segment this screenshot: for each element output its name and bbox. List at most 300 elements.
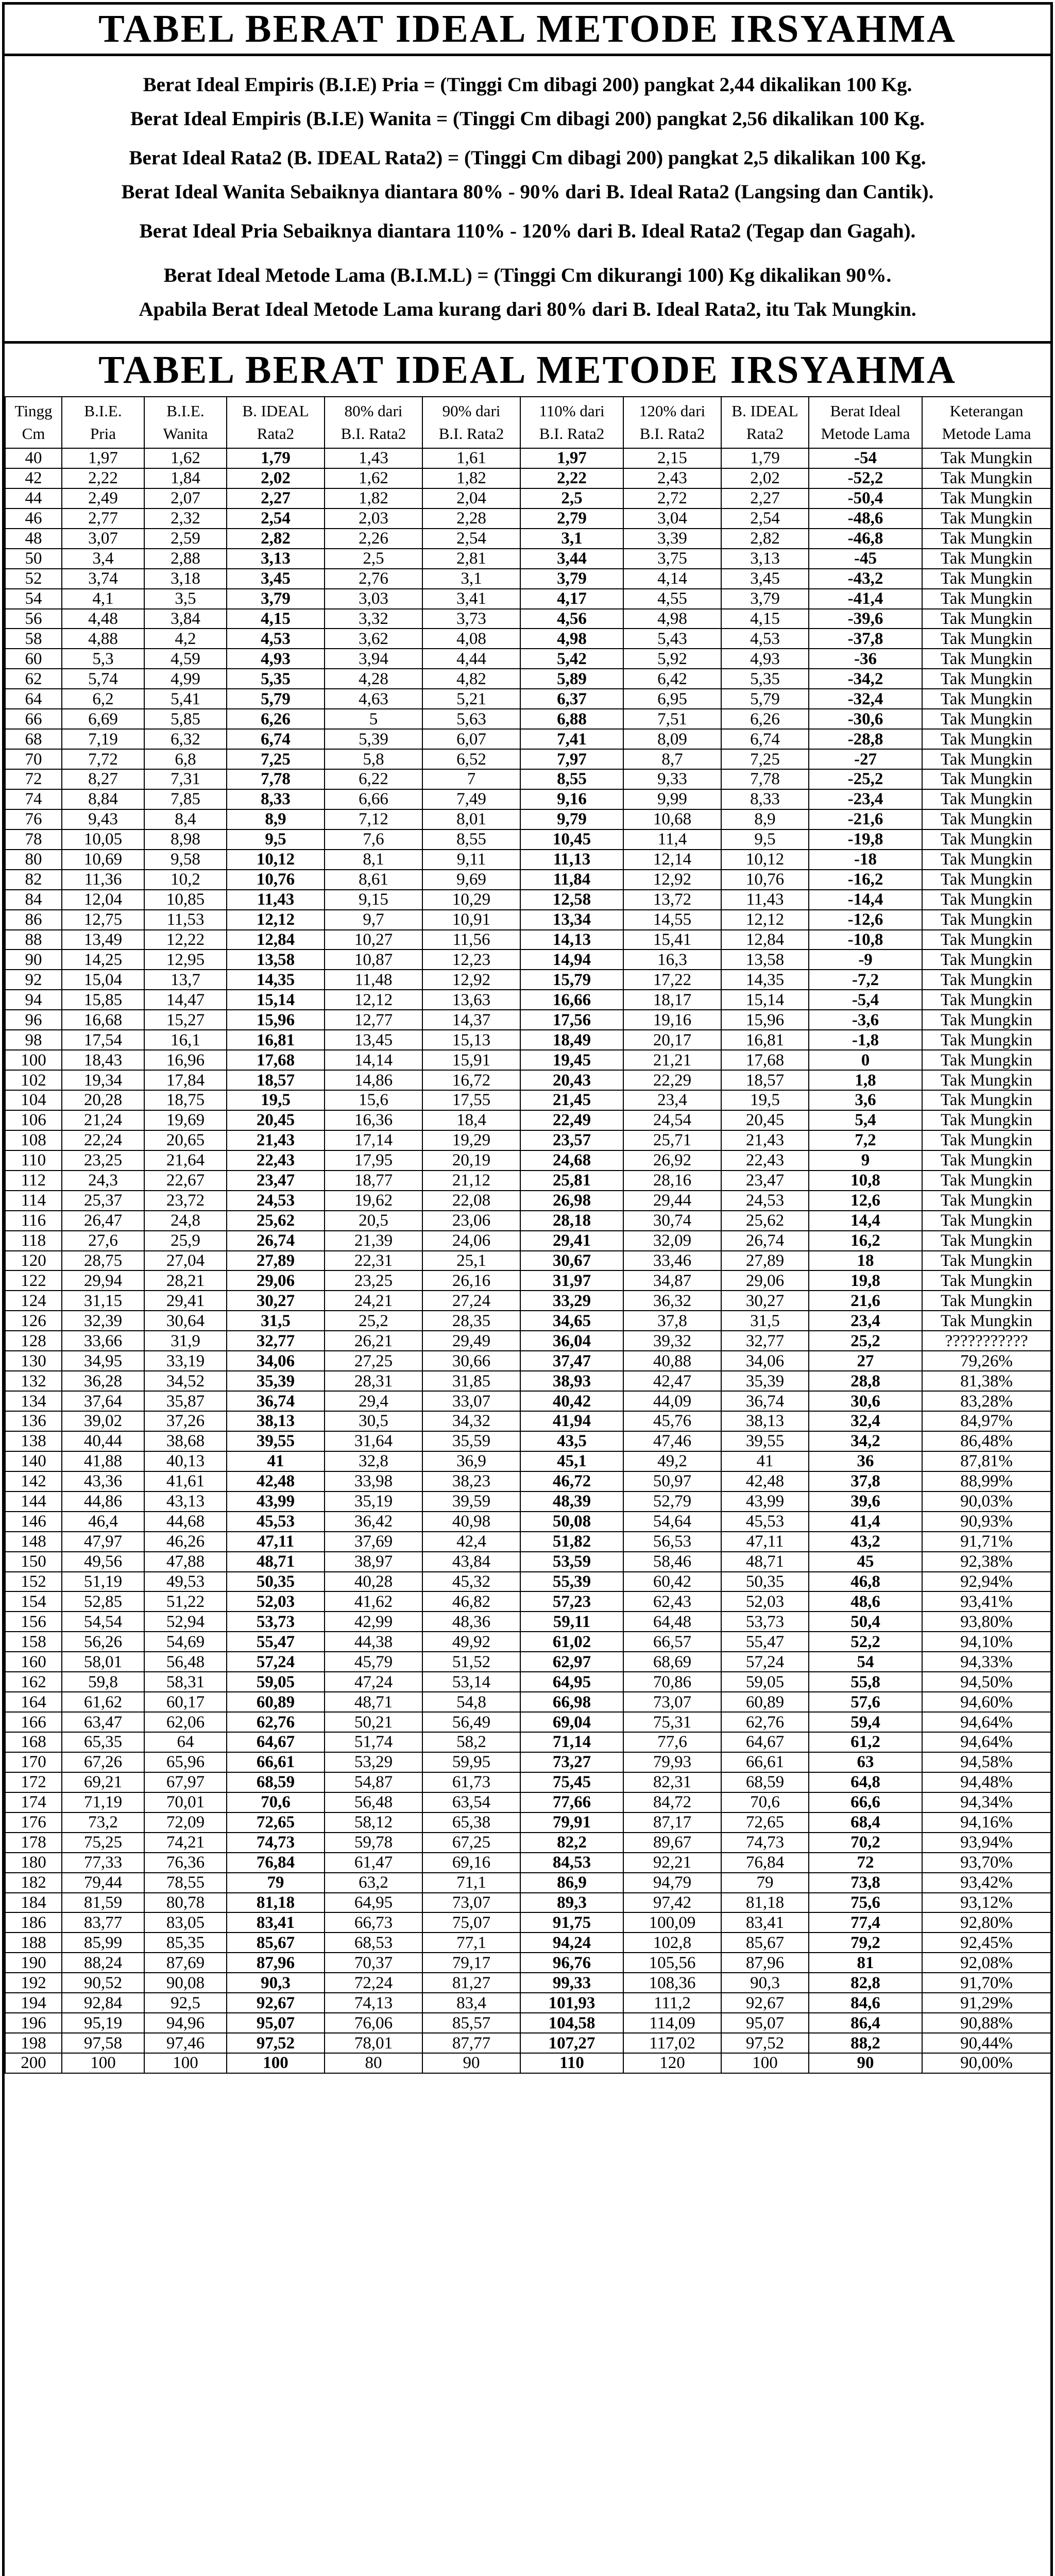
table-cell: 20,19 (422, 1150, 520, 1171)
table-cell: 9,43 (62, 809, 144, 829)
table-row (5, 629, 1051, 649)
table-cell: Tak Mungkin (922, 529, 1051, 549)
table-cell: 43,13 (144, 1492, 227, 1512)
table-cell: 5 (325, 709, 422, 729)
table-cell: 40,88 (623, 1351, 721, 1371)
table-cell: 18,43 (62, 1050, 144, 1070)
table-cell: 84,6 (809, 1993, 922, 2013)
table-cell: 70,2 (809, 1833, 922, 1853)
table-row (5, 488, 1051, 509)
table-cell: -32,4 (809, 689, 922, 709)
formula-tak-mungkin: Apabila Berat Ideal Metode Lama kurang dari 80% dari B. Ideal Rata2, itu Tak Mungkin. (139, 298, 916, 320)
table-cell: 35,59 (422, 1431, 520, 1451)
table-cell: Tak Mungkin (922, 549, 1051, 569)
table-cell: 38,93 (520, 1371, 623, 1391)
formula-block (5, 59, 1050, 344)
table-cell: 58,12 (325, 1812, 422, 1833)
table-cell: 9,7 (325, 910, 422, 930)
table-cell: 8,9 (721, 809, 809, 829)
table-cell: 80 (5, 850, 62, 870)
table-cell: 40,44 (62, 1431, 144, 1451)
column-header-line: B. IDEAL (731, 402, 798, 420)
table-row (5, 1532, 1051, 1552)
table-cell: 6,26 (721, 709, 809, 729)
table-cell: 72,65 (721, 1812, 809, 1833)
table-cell: 17,54 (62, 1030, 144, 1050)
table-row (5, 890, 1051, 910)
table-cell: 5,41 (144, 689, 227, 709)
table-cell: 22,67 (144, 1171, 227, 1191)
table-cell: 48,71 (325, 1692, 422, 1712)
table-cell: 74,73 (227, 1833, 325, 1853)
table-cell: 60,17 (144, 1692, 227, 1712)
table-cell: 21,64 (144, 1150, 227, 1171)
table-cell: 33,07 (422, 1391, 520, 1411)
table-cell: 81,38% (922, 1371, 1051, 1391)
table-cell: 76,84 (721, 1853, 809, 1873)
table-cell: 42,48 (227, 1471, 325, 1492)
table-cell: 44,86 (62, 1492, 144, 1512)
table-row (5, 1973, 1051, 1993)
table-cell: 62 (5, 669, 62, 689)
table-cell: 30,5 (325, 1411, 422, 1431)
table-cell: 9,58 (144, 850, 227, 870)
table-cell: 7,2 (809, 1130, 922, 1150)
table-cell: 89,3 (520, 1893, 623, 1913)
table-cell: 7,19 (62, 729, 144, 749)
table-row (5, 729, 1051, 749)
table-row (5, 1772, 1051, 1792)
table-cell: 87,77 (422, 2033, 520, 2053)
table-cell: 88,99% (922, 1471, 1051, 1492)
table-cell: 1,97 (520, 448, 623, 468)
table-cell: 32,77 (721, 1331, 809, 1351)
table-cell: 16,36 (325, 1110, 422, 1130)
table-cell: 2,04 (422, 488, 520, 509)
table-cell: 186 (5, 1912, 62, 1933)
table-cell: 25,2 (325, 1311, 422, 1331)
table-cell: 31,5 (227, 1311, 325, 1331)
table-row (5, 1912, 1051, 1933)
table-cell: 8,7 (623, 749, 721, 769)
table-cell: 83,28% (922, 1391, 1051, 1411)
table-cell: 58,01 (62, 1652, 144, 1672)
table-cell: 104,58 (520, 2013, 623, 2033)
table-cell: 83,77 (62, 1912, 144, 1933)
table-cell: 5,39 (325, 729, 422, 749)
table-cell: 100 (721, 2053, 809, 2073)
table-cell: 4,93 (227, 649, 325, 669)
table-cell: 5,92 (623, 649, 721, 669)
table-cell: 94,24 (520, 1933, 623, 1953)
table-cell: 79 (721, 1873, 809, 1893)
table-cell: 14,14 (325, 1050, 422, 1070)
table-row (5, 649, 1051, 669)
table-cell: 35,39 (721, 1371, 809, 1391)
table-cell: 67,97 (144, 1772, 227, 1792)
table-cell: 95,07 (721, 2013, 809, 2033)
table-cell: 48,39 (520, 1492, 623, 1512)
table-cell: 71,14 (520, 1732, 623, 1752)
table-cell: 7,25 (227, 749, 325, 769)
table-cell: 33,29 (520, 1291, 623, 1311)
table-cell: 112 (5, 1171, 62, 1191)
table-row (5, 1191, 1051, 1211)
table-cell: -41,4 (809, 589, 922, 609)
table-cell: 6,95 (623, 689, 721, 709)
table-cell: -19,8 (809, 829, 922, 850)
table-cell: 14,86 (325, 1070, 422, 1090)
table-cell: 38,23 (422, 1471, 520, 1492)
table-cell: 61,62 (62, 1692, 144, 1712)
table-cell: 64,8 (809, 1772, 922, 1792)
table-cell: 23,47 (227, 1171, 325, 1191)
table-cell: Tak Mungkin (922, 689, 1051, 709)
table-cell: 11,48 (325, 970, 422, 990)
table-cell: 16,1 (144, 1030, 227, 1050)
table-row (5, 1010, 1051, 1030)
table-cell: 1,82 (422, 468, 520, 488)
table-cell: 4,88 (62, 629, 144, 649)
table-cell: -48,6 (809, 509, 922, 529)
table-cell: 6,8 (144, 749, 227, 769)
table-cell: 52,94 (144, 1612, 227, 1632)
column-header-line: Rata2 (746, 425, 784, 443)
table-cell: 76 (5, 809, 62, 829)
table-row (5, 2053, 1051, 2073)
table-cell: 92,94% (922, 1572, 1051, 1592)
table-cell: 90,00% (922, 2053, 1051, 2073)
table-cell: Tak Mungkin (922, 950, 1051, 970)
table-cell: 4,59 (144, 649, 227, 669)
table-cell: 2,59 (144, 529, 227, 549)
column-header-line: Cm (22, 425, 45, 443)
table-cell: 60,42 (623, 1572, 721, 1592)
table-cell: 81,18 (227, 1893, 325, 1913)
table-cell: 3,1 (520, 529, 623, 549)
table-row (5, 1953, 1051, 1973)
table-cell: 94,79 (623, 1873, 721, 1893)
table-cell: 12,92 (422, 970, 520, 990)
table-cell: 140 (5, 1451, 62, 1471)
table-cell: Tak Mungkin (922, 749, 1051, 769)
table-cell: 59,4 (809, 1712, 922, 1732)
table-cell: Tak Mungkin (922, 1171, 1051, 1191)
table-cell: 14,13 (520, 930, 623, 950)
table-cell: 71,1 (422, 1873, 520, 1893)
table-cell: 92,67 (721, 1993, 809, 2013)
table-cell: 68 (5, 729, 62, 749)
table-row (5, 1331, 1051, 1351)
table-cell: -7,2 (809, 970, 922, 990)
table-cell: 188 (5, 1933, 62, 1953)
table-cell: 10,68 (623, 809, 721, 829)
table-cell: 2,54 (227, 509, 325, 529)
table-cell: 43,36 (62, 1471, 144, 1492)
table-cell: 9,16 (520, 789, 623, 809)
table-cell: 3,32 (325, 609, 422, 629)
table-cell: 42,4 (422, 1532, 520, 1552)
table-cell: 36,28 (62, 1371, 144, 1391)
table-cell: 29,06 (227, 1270, 325, 1291)
table-cell: 15,14 (721, 990, 809, 1010)
table-cell: 24,68 (520, 1150, 623, 1171)
table-cell: Tak Mungkin (922, 829, 1051, 850)
table-cell: 4,56 (520, 609, 623, 629)
table-cell: 9,5 (721, 829, 809, 850)
table-cell: 57,23 (520, 1591, 623, 1612)
table-row (5, 2033, 1051, 2053)
table-cell: 94,34% (922, 1792, 1051, 1812)
table-cell: Tak Mungkin (922, 509, 1051, 529)
table-cell: 110 (5, 1150, 62, 1171)
table-cell: 6,07 (422, 729, 520, 749)
table-cell: 23,06 (422, 1211, 520, 1231)
table-cell: 160 (5, 1652, 62, 1672)
table-cell: 53,14 (422, 1672, 520, 1692)
table-cell: 18,17 (623, 990, 721, 1010)
table-cell: 24,3 (62, 1171, 144, 1191)
table-cell: 55,8 (809, 1672, 922, 1692)
table-cell: 25,81 (520, 1171, 623, 1191)
table-cell: 12,95 (144, 950, 227, 970)
table-cell: 1,61 (422, 448, 520, 468)
table-cell: Tak Mungkin (922, 709, 1051, 729)
table-cell: 54 (5, 589, 62, 609)
table-cell: 93,12% (922, 1893, 1051, 1913)
table-cell: 92,45% (922, 1933, 1051, 1953)
table-cell: 58,2 (422, 1732, 520, 1752)
table-cell: 2,07 (144, 488, 227, 509)
table-cell: 2,32 (144, 509, 227, 529)
table-cell: 138 (5, 1431, 62, 1451)
table-cell: 38,13 (227, 1411, 325, 1431)
table-cell: 4,53 (721, 629, 809, 649)
table-cell: 41,4 (809, 1512, 922, 1532)
table-cell: 27,24 (422, 1291, 520, 1311)
table-cell: 29,49 (422, 1331, 520, 1351)
table-row (5, 1752, 1051, 1772)
table-cell: 13,58 (227, 950, 325, 970)
table-cell: 5,42 (520, 649, 623, 669)
table-cell: 60,89 (721, 1692, 809, 1712)
table-row (5, 1231, 1051, 1251)
table-cell: 107,27 (520, 2033, 623, 2053)
table-cell: 2,27 (227, 488, 325, 509)
table-cell: 73,8 (809, 1873, 922, 1893)
table-cell: 86,9 (520, 1873, 623, 1893)
table-cell: 104 (5, 1090, 62, 1110)
table-cell: 39,02 (62, 1411, 144, 1431)
table-cell: 94,58% (922, 1752, 1051, 1772)
table-cell: 19,69 (144, 1110, 227, 1130)
table-cell: 7 (422, 769, 520, 789)
table-cell: 22,24 (62, 1130, 144, 1150)
table-cell: 70,6 (227, 1792, 325, 1812)
table-cell: 106 (5, 1110, 62, 1130)
table-cell: 40,42 (520, 1391, 623, 1411)
table-cell: 1,43 (325, 448, 422, 468)
table-cell: 120 (623, 2053, 721, 2073)
table-cell: 12,6 (809, 1191, 922, 1211)
table-cell: 82,8 (809, 1973, 922, 1993)
table-cell: 94,64% (922, 1732, 1051, 1752)
table-cell: 24,53 (721, 1191, 809, 1211)
table-cell: 41,94 (520, 1411, 623, 1431)
table-cell: 10,12 (721, 850, 809, 870)
table-cell: 32,39 (62, 1311, 144, 1331)
table-cell: 7,31 (144, 769, 227, 789)
table-row (5, 1612, 1051, 1632)
table-cell: 64,67 (227, 1732, 325, 1752)
table-cell: 11,13 (520, 850, 623, 870)
table-cell: 30,27 (227, 1291, 325, 1311)
table-cell: 11,56 (422, 930, 520, 950)
table-cell: 64,67 (721, 1732, 809, 1752)
table-cell: 190 (5, 1953, 62, 1973)
table-cell: -3,6 (809, 1010, 922, 1030)
table-cell: 21,6 (809, 1291, 922, 1311)
table-cell: 63,54 (422, 1792, 520, 1812)
table-row (5, 1933, 1051, 1953)
table-cell: 51,52 (422, 1652, 520, 1672)
table-cell: 95,19 (62, 2013, 144, 2033)
table-cell: 2,02 (227, 468, 325, 488)
table-cell: 8,84 (62, 789, 144, 809)
table-cell: 83,4 (422, 1993, 520, 2013)
table-row (5, 1371, 1051, 1391)
table-cell: 48,6 (809, 1591, 922, 1612)
table-cell: 91,75 (520, 1912, 623, 1933)
table-row (5, 910, 1051, 930)
table-row (5, 1572, 1051, 1592)
table-cell: 56,49 (422, 1712, 520, 1732)
table-cell: 28,8 (809, 1371, 922, 1391)
table-cell: 4,44 (422, 649, 520, 669)
table-cell: 67,26 (62, 1752, 144, 1772)
table-cell: -16,2 (809, 870, 922, 890)
table-cell: Tak Mungkin (922, 1130, 1051, 1150)
table-cell: 47,46 (623, 1431, 721, 1451)
column-header (721, 397, 809, 448)
table-cell: 4,55 (623, 589, 721, 609)
table-cell: 57,24 (227, 1652, 325, 1672)
table-cell: 8,33 (227, 789, 325, 809)
table-cell: 28,31 (325, 1371, 422, 1391)
table-cell: 17,84 (144, 1070, 227, 1090)
table-cell: 6,37 (520, 689, 623, 709)
table-cell: 20,28 (62, 1090, 144, 1110)
table-cell: 8,33 (721, 789, 809, 809)
table-cell: 31,9 (144, 1331, 227, 1351)
table-row (5, 1632, 1051, 1652)
table-cell: 70,86 (623, 1672, 721, 1692)
column-header-line: B.I. Rata2 (438, 425, 504, 443)
table-cell: 32,09 (623, 1231, 721, 1251)
table-cell: 34,06 (721, 1351, 809, 1371)
table-cell: 10,69 (62, 850, 144, 870)
table-cell: -9 (809, 950, 922, 970)
table-row (5, 1150, 1051, 1171)
table-cell: 7,51 (623, 709, 721, 729)
table-row (5, 448, 1051, 468)
table-cell: 62,06 (144, 1712, 227, 1732)
table-cell: 6,32 (144, 729, 227, 749)
table-row (5, 689, 1051, 709)
table-cell: -23,4 (809, 789, 922, 809)
table-cell: 170 (5, 1752, 62, 1772)
table-cell: 2,54 (422, 529, 520, 549)
table-cell: 41,62 (325, 1591, 422, 1612)
table-cell: 8,01 (422, 809, 520, 829)
table-cell: 2,5 (325, 549, 422, 569)
table-cell: 9,79 (520, 809, 623, 829)
table-cell: 94,96 (144, 2013, 227, 2033)
column-header-line: B.I. Rata2 (639, 425, 705, 443)
table-row (5, 850, 1051, 870)
column-header-line: 90% dari (442, 402, 501, 420)
column-header (422, 397, 520, 448)
table-cell: 5,21 (422, 689, 520, 709)
table-cell: 5,4 (809, 1110, 922, 1130)
table-cell: 26,47 (62, 1211, 144, 1231)
table-cell: 26,74 (227, 1231, 325, 1251)
table-cell: 76,84 (227, 1853, 325, 1873)
table-cell: 111,2 (623, 1993, 721, 2013)
table-cell: 43,99 (227, 1492, 325, 1512)
table-cell: 20,5 (325, 1211, 422, 1231)
table-cell: 77,6 (623, 1732, 721, 1752)
table-cell: 130 (5, 1351, 62, 1371)
column-header-line: Pria (90, 425, 116, 443)
table-cell: -14,4 (809, 890, 922, 910)
table-cell: Tak Mungkin (922, 1050, 1051, 1070)
table-cell: 10,91 (422, 910, 520, 930)
table-cell: 65,35 (62, 1732, 144, 1752)
table-row (5, 609, 1051, 629)
table-cell: 96 (5, 1010, 62, 1030)
table-cell: 94 (5, 990, 62, 1010)
table-cell: 148 (5, 1532, 62, 1552)
table-cell: 59,05 (227, 1672, 325, 1692)
table-cell: 15,96 (721, 1010, 809, 1030)
table-cell: 51,82 (520, 1532, 623, 1552)
table-row (5, 1311, 1051, 1331)
table-cell: -54 (809, 448, 922, 468)
table-row (5, 1251, 1051, 1271)
table-cell: 37,64 (62, 1391, 144, 1411)
table-cell: 120 (5, 1251, 62, 1271)
table-cell: 13,7 (144, 970, 227, 990)
formula-wanita-range: Berat Ideal Wanita Sebaiknya diantara 80% - 90% dari B. Ideal Rata2 (Langsing dan Cantik). (121, 181, 934, 203)
table-cell: 65,38 (422, 1812, 520, 1833)
table-cell: 18,75 (144, 1090, 227, 1110)
table-cell: 7,78 (721, 769, 809, 789)
table-cell: 48,71 (227, 1552, 325, 1572)
table-cell: 97,58 (62, 2033, 144, 2053)
table-cell: 61,2 (809, 1732, 922, 1752)
table-cell: Tak Mungkin (922, 1070, 1051, 1090)
formula-bie-wanita: Berat Ideal Empiris (B.I.E) Wanita = (Tinggi Cm dibagi 200) pangkat 2,56 dikalikan 100 Kg. (130, 108, 925, 130)
table-cell: 94,16% (922, 1812, 1051, 1833)
table-cell: 92 (5, 970, 62, 990)
table-cell: 34,06 (227, 1351, 325, 1371)
table-cell: 18,49 (520, 1030, 623, 1050)
table-cell: 53,59 (520, 1552, 623, 1572)
table-cell: 86,48% (922, 1431, 1051, 1451)
table-cell: 46,26 (144, 1532, 227, 1552)
table-cell: 66,61 (721, 1752, 809, 1772)
